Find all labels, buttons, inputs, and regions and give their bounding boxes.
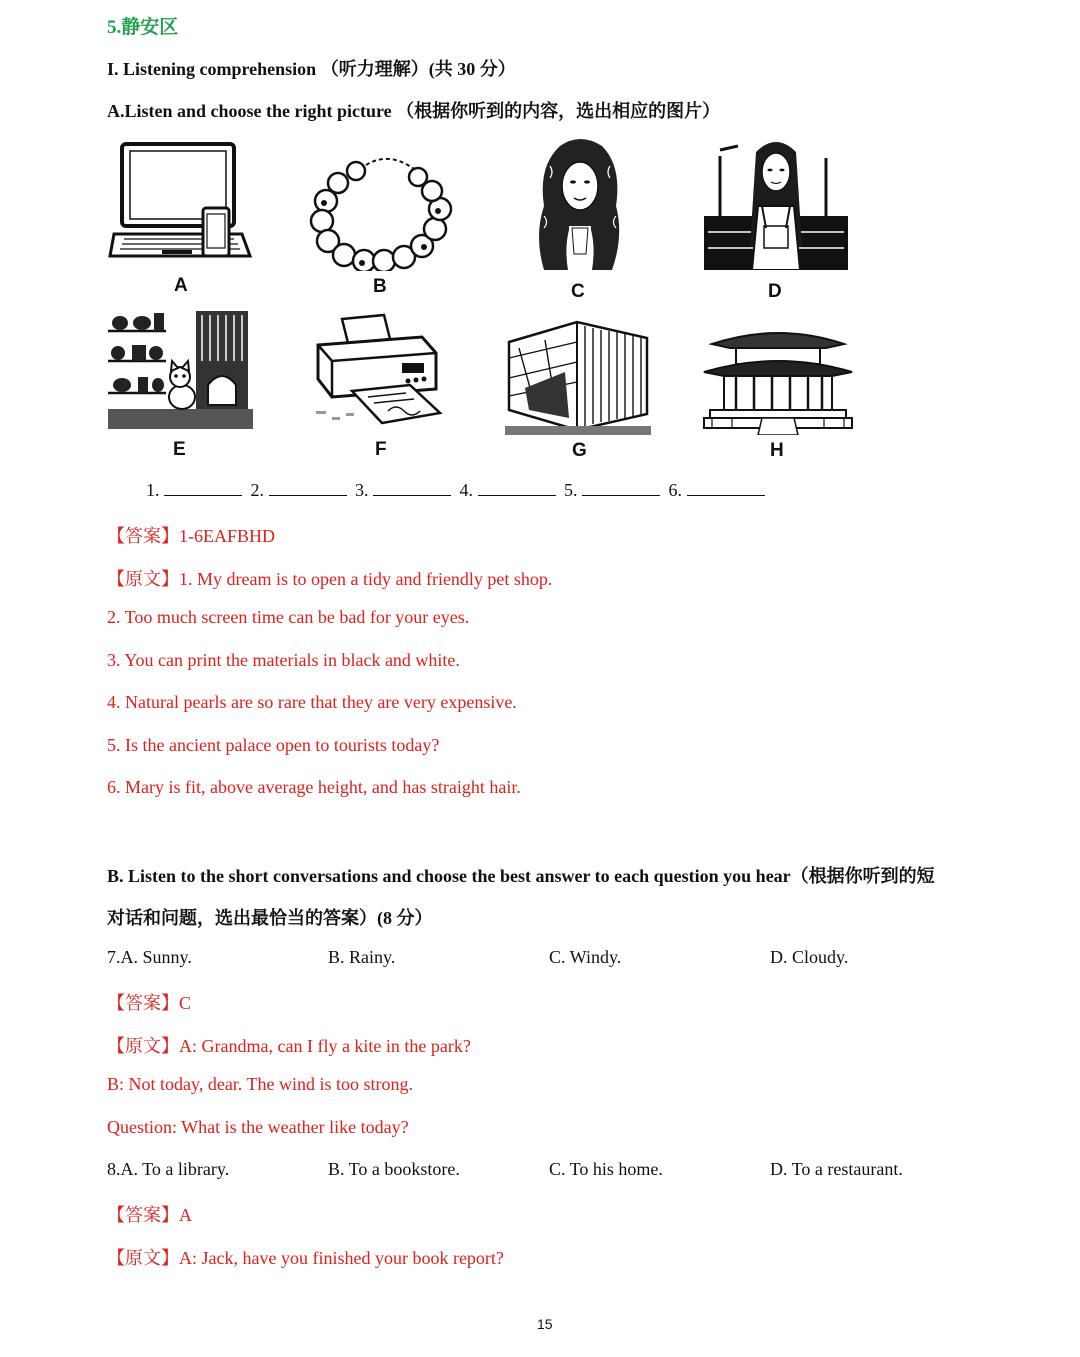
picture-label: A [174,275,188,296]
q7-answer: 【答案】C [107,993,192,1013]
q8-option-b: B. To a bookstore. [328,1159,460,1179]
answer-key: 【答案】1-6EAFBHD [107,526,276,546]
pet-shop-cat-icon [108,301,253,429]
transcript-line: Question: What is the weather like today? [107,1117,409,1137]
laptop-phone-icon [108,138,253,268]
picture-label: B [373,276,387,297]
transcript-line: 5. Is the ancient palace open to tourists today? [107,735,440,755]
blank-number: 4. [459,480,473,500]
picture-label: E [173,439,186,460]
picture-label: D [768,281,782,302]
straight-hair-girl-icon [704,136,848,270]
q7-option-d: D. Cloudy. [770,947,849,967]
modern-building-icon [505,318,651,435]
answer-blank[interactable] [478,481,556,496]
q7-option-c: C. Windy. [549,947,622,967]
part1-subheading: A.Listen and choose the right picture （根据你听到的内容，选出相应的图片） [107,101,721,121]
ancient-palace-icon [702,318,854,435]
blank-number: 1. [146,480,160,500]
q8-answer: 【答案】A [107,1205,192,1225]
picture-label: G [572,440,587,461]
picture-label: C [571,281,585,302]
blank-number: 3. [355,480,369,500]
transcript-line: 2. Too much screen time can be bad for your eyes. [107,607,470,627]
q7-option-a: 7.A. Sunny. [107,947,192,967]
transcript-line: B: Not today, dear. The wind is too strong. [107,1074,413,1094]
picture-label: H [770,440,784,461]
partb-heading: B. Listen to the short conversations and choose the best answer to each question you hear（根据你听到的短 [107,866,935,886]
curly-hair-woman-icon [530,136,630,274]
blank-number: 2. [250,480,264,500]
q8-option-d: D. To a restaurant. [770,1159,903,1179]
blank-number: 5. [564,480,578,500]
answer-blanks [146,480,769,501]
answer-blank[interactable] [582,481,660,496]
answer-blank[interactable] [687,481,765,496]
blank-number: 6. [668,480,682,500]
transcript-line: 【原文】A: Jack, have you finished your book report? [107,1248,504,1268]
answer-blank[interactable] [269,481,347,496]
transcript-line: 4. Natural pearls are so rare that they are very expensive. [107,692,517,712]
partb-heading-cont: 对话和问题，选出最恰当的答案）(8 分） [107,908,433,928]
transcript-line: 6. Mary is fit, above average height, and has straight hair. [107,777,521,797]
pearl-necklace-icon [304,143,456,271]
answer-blank[interactable] [373,481,451,496]
picture-label: F [375,439,387,460]
q8-option-c: C. To his home. [549,1159,663,1179]
q7-option-b: B. Rainy. [328,947,396,967]
transcript-line: 3. You can print the materials in black and white. [107,650,460,670]
section-title: 5.静安区 [107,17,179,38]
part1-heading: I. Listening comprehension （听力理解）(共 30 分） [107,59,516,79]
answer-blank[interactable] [164,481,242,496]
transcript-line: 【原文】1. My dream is to open a tidy and friendly pet shop. [107,569,553,589]
page-number: 15 [537,1316,553,1332]
transcript-line: 【原文】A: Grandma, can I fly a kite in the park? [107,1036,471,1056]
printer-icon [312,313,450,431]
q8-option-a: 8.A. To a library. [107,1159,230,1179]
